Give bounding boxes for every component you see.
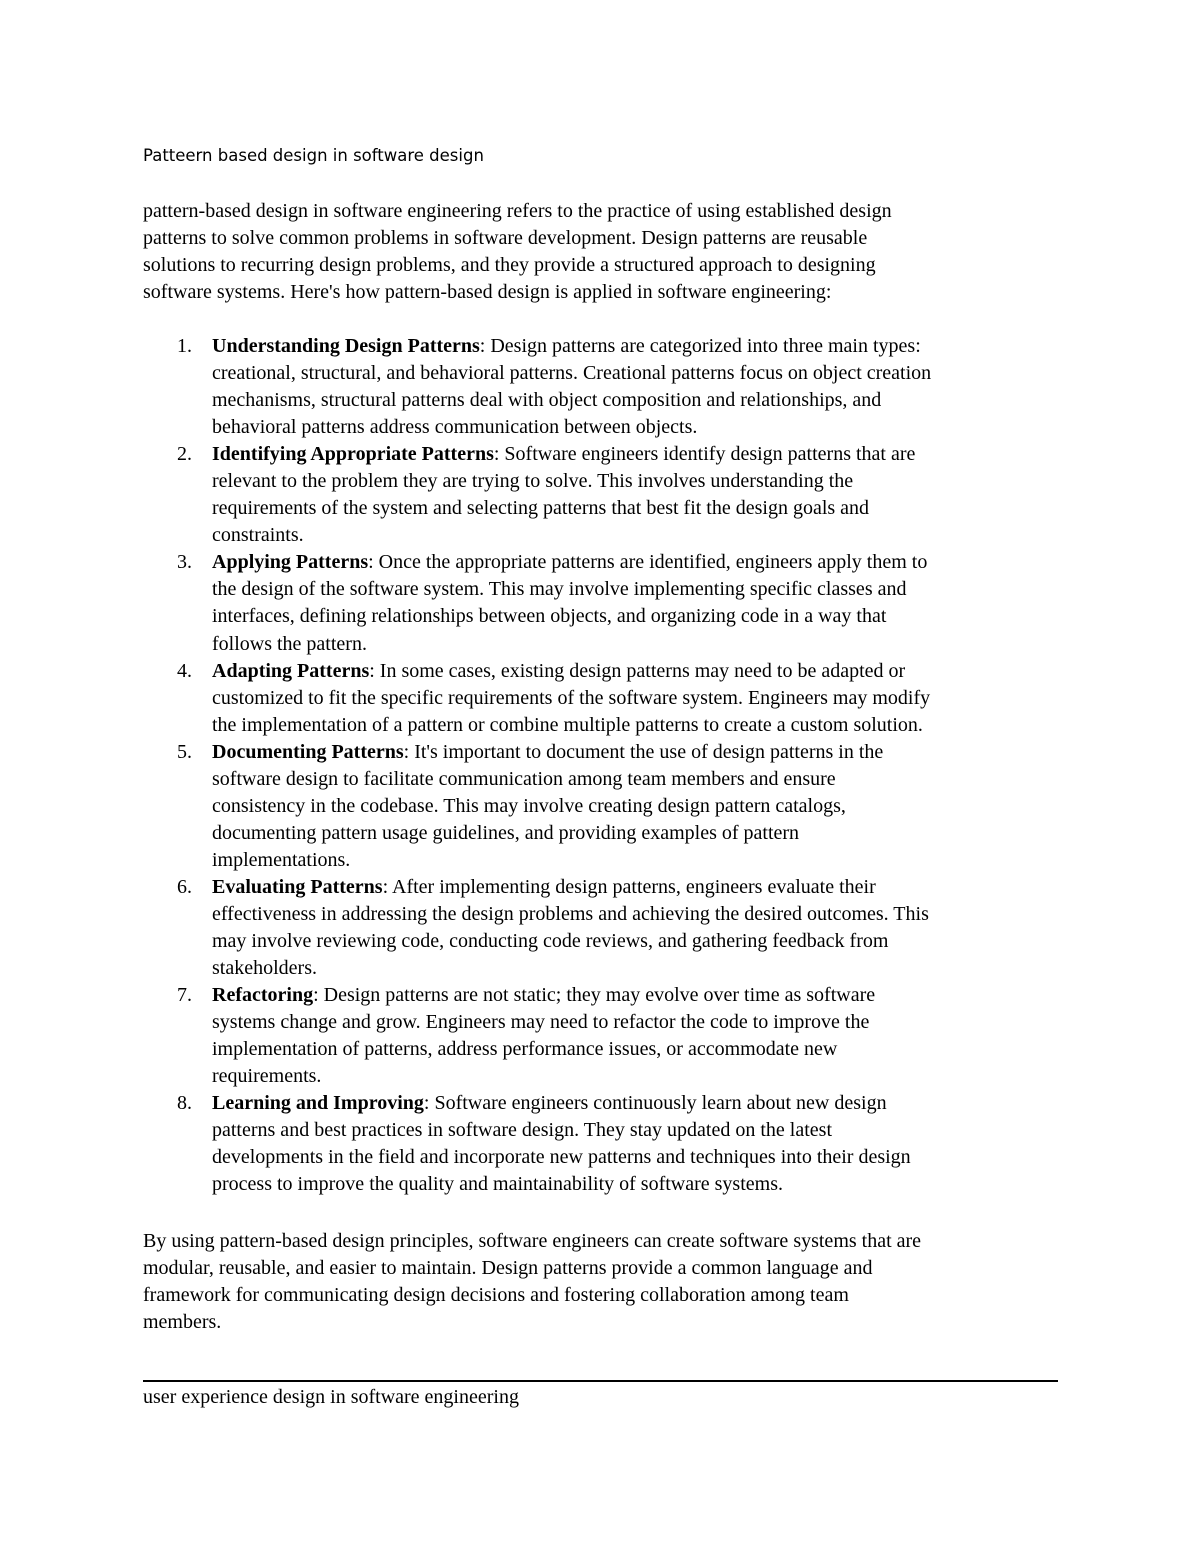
list-item-line: systems change and grow. Engineers may need to refactor the code to improve the xyxy=(212,1011,870,1034)
list-item-number: 5. xyxy=(177,740,192,763)
intro-paragraph xyxy=(143,198,1058,306)
list-item-line xyxy=(212,739,1073,766)
list-item-term: Identifying Appropriate Patterns xyxy=(212,443,494,466)
list-item-body xyxy=(212,874,1073,982)
list-item-line: requirements of the system and selecting patterns that best fit the design goals and xyxy=(212,497,870,520)
list-item-body xyxy=(212,549,1073,657)
list-item-line: developments in the field and incorporate new patterns and techniques into their design xyxy=(212,1146,911,1169)
list-item-number: 4. xyxy=(177,659,192,682)
list-item-number: 2. xyxy=(177,443,192,466)
list-item xyxy=(143,1090,1073,1198)
list-item xyxy=(143,333,1073,441)
list-item-line: customized to fit the specific requirements of the software system. Engineers may modify xyxy=(212,686,931,709)
list-item-line xyxy=(212,549,1073,576)
intro-line: solutions to recurring design problems, and they provide a structured approach to designing xyxy=(143,254,876,277)
list-item-body xyxy=(212,333,1073,441)
list-item-term: Refactoring xyxy=(212,984,314,1007)
pattern-steps-list xyxy=(143,333,1073,1199)
list-item xyxy=(143,549,1073,657)
conclusion-paragraph xyxy=(143,1228,1073,1336)
list-item-term: Learning and Improving xyxy=(212,1092,424,1115)
list-item-line: interfaces, defining relationships between objects, and organizing code in a way that xyxy=(212,605,887,628)
list-item-text: : Software engineers identify design patterns that are xyxy=(493,443,916,466)
list-item-line: implementations. xyxy=(212,848,351,871)
list-item-line: stakeholders. xyxy=(212,957,317,980)
list-item-line: relevant to the problem they are trying to solve. This involves understanding the xyxy=(212,470,854,493)
intro-line: software systems. Here's how pattern-based design is applied in software engineering: xyxy=(143,281,832,304)
list-item-line: software design to facilitate communication among team members and ensure xyxy=(212,767,836,790)
list-item-line xyxy=(212,1090,1073,1117)
list-item-text: : Design patterns are categorized into three main types: xyxy=(479,335,921,357)
list-item-line: may involve reviewing code, conducting code reviews, and gathering feedback from xyxy=(212,930,889,953)
list-item-line: constraints. xyxy=(212,524,304,547)
list-item-term: Evaluating Patterns xyxy=(212,875,383,898)
list-item-body xyxy=(212,739,1073,874)
intro-line: patterns to solve common problems in software development. Design patterns are reusable xyxy=(143,227,868,250)
list-item-line xyxy=(212,333,1073,360)
conclusion-line: members. xyxy=(143,1311,222,1334)
list-item-body xyxy=(212,441,1073,549)
list-item-line: requirements. xyxy=(212,1065,322,1088)
list-item-term: Adapting Patterns xyxy=(212,659,370,682)
list-item-line: documenting pattern usage guidelines, and providing examples of pattern xyxy=(212,821,800,844)
list-item-line xyxy=(212,441,1073,468)
list-item-text: : Once the appropriate patterns are identified, engineers apply them to xyxy=(368,551,928,574)
intro-line: pattern-based design in software engineering refers to the practice of using established design xyxy=(143,200,892,222)
list-item-line: the implementation of a pattern or combine multiple patterns to create a custom solution. xyxy=(212,713,923,736)
list-item-line: patterns and best practices in software design. They stay updated on the latest xyxy=(212,1119,832,1142)
list-item-line: implementation of patterns, address performance issues, or accommodate new xyxy=(212,1038,838,1061)
list-item xyxy=(143,658,1073,739)
list-item-body xyxy=(212,982,1073,1090)
list-item-text: : Design patterns are not static; they may evolve over time as software xyxy=(313,984,876,1007)
list-item xyxy=(143,739,1073,874)
list-item-number: 6. xyxy=(177,875,192,898)
list-item-line: behavioral patterns address communication between objects. xyxy=(212,416,698,439)
list-item-line xyxy=(212,982,1073,1009)
list-item-line: creational, structural, and behavioral patterns. Creational patterns focus on object creation xyxy=(212,362,932,385)
list-item-term: Documenting Patterns xyxy=(212,740,404,763)
list-item-line xyxy=(212,874,1073,901)
list-item-number: 7. xyxy=(177,984,192,1007)
list-item-term: Applying Patterns xyxy=(212,551,369,574)
section-heading: user experience design in software engineering xyxy=(143,1386,519,1408)
list-item-line: consistency in the codebase. This may involve creating design pattern catalogs, xyxy=(212,794,846,817)
horizontal-divider xyxy=(143,1380,1058,1382)
list-item-text: : After implementing design patterns, engineers evaluate their xyxy=(382,875,876,898)
list-item xyxy=(143,982,1073,1090)
list-item-text: : It's important to document the use of design patterns in the xyxy=(403,740,884,763)
list-item-line: effectiveness in addressing the design problems and achieving the desired outcomes. This xyxy=(212,902,929,925)
list-item-line: the design of the software system. This may involve implementing specific classes and xyxy=(212,578,907,601)
list-item xyxy=(143,441,1073,549)
list-item-body xyxy=(212,658,1073,739)
list-item-number: 8. xyxy=(177,1092,192,1115)
list-item-line: process to improve the quality and maintainability of software systems. xyxy=(212,1173,783,1196)
list-item-line: mechanisms, structural patterns deal with object composition and relationships, and xyxy=(212,389,882,412)
conclusion-line: framework for communicating design decisions and fostering collaboration among team xyxy=(143,1284,849,1307)
page-title: Patteern based design in software design xyxy=(143,146,484,165)
list-item-line: follows the pattern. xyxy=(212,632,367,655)
conclusion-line: By using pattern-based design principles, software engineers can create software systems that are xyxy=(143,1230,922,1252)
conclusion-line: modular, reusable, and easier to maintain. Design patterns provide a common language and xyxy=(143,1257,873,1280)
list-item-term: Understanding Design Patterns xyxy=(212,335,480,357)
list-item-body xyxy=(212,1090,1073,1198)
list-item-line xyxy=(212,658,1073,685)
list-item-text: : Software engineers continuously learn about new design xyxy=(423,1092,887,1115)
list-item-number: 3. xyxy=(177,551,192,574)
list-item-text: : In some cases, existing design patterns may need to be adapted or xyxy=(369,659,906,682)
list-item-number: 1. xyxy=(177,335,192,357)
list-item xyxy=(143,874,1073,982)
